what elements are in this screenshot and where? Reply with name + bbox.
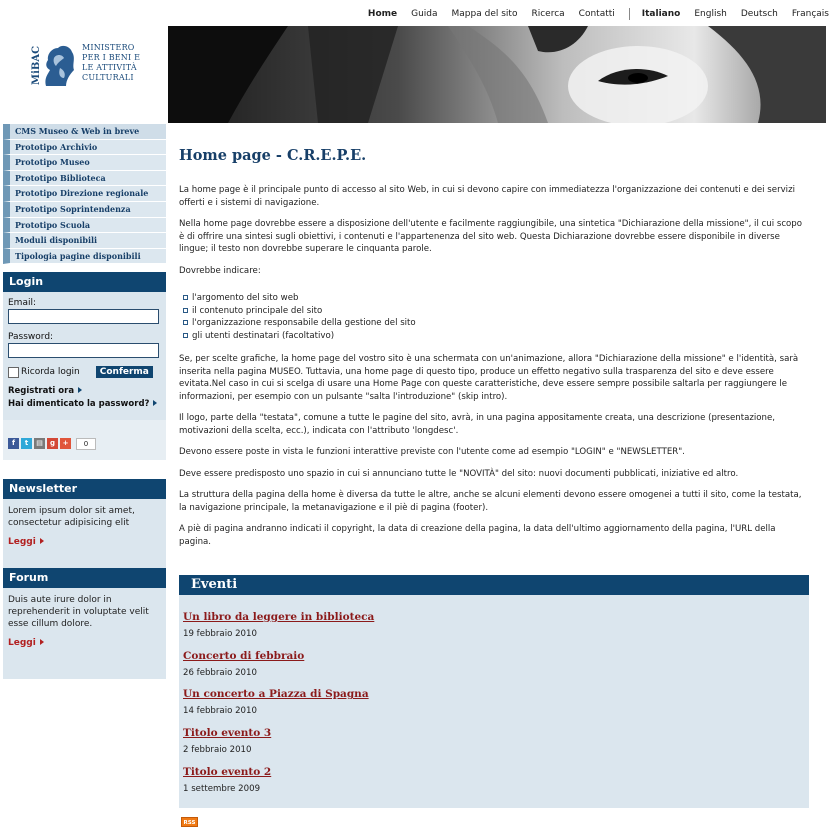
indicate-list <box>179 292 809 342</box>
sidebar-item-scuola[interactable]: Prototipo Scuola <box>3 218 166 234</box>
email-label: Email: <box>8 298 37 308</box>
events-title: Eventi <box>179 575 809 595</box>
sidebar-item-soprintendenza[interactable]: Prototipo Soprintendenza <box>3 202 166 218</box>
event-date: 19 febbraio 2010 <box>183 629 257 639</box>
event-item <box>183 611 809 650</box>
top-navigation <box>168 0 833 26</box>
login-box <box>3 272 166 432</box>
paragraph-structure: La struttura della pagina della home è diversa da tutte le altre, anche se alcuni elementi devono essere omogenei a tutti il sito, come la testata, la navigazione principale, la metanavigazione e il piè di pagina (footer). <box>179 490 802 513</box>
newsletter-text: Lorem ipsum dolor sit amet, consectetur adipisicing elit <box>8 506 135 528</box>
event-date: 26 febbraio 2010 <box>183 667 257 678</box>
event-date: 2 febbraio 2010 <box>183 745 252 756</box>
main-content <box>179 147 809 557</box>
email-field[interactable] <box>8 309 159 324</box>
list-item: l'argomento del sito web <box>179 292 809 305</box>
forgot-password-link[interactable]: Hai dimenticato la password? <box>8 399 161 409</box>
remember-checkbox[interactable] <box>8 367 19 378</box>
paragraph-interactive: Devono essere poste in vista le funzioni interattive previste con l'utente come ad esempio "LOGIN" e "NEWSLETTER". <box>179 447 685 457</box>
paragraph-indicate: Dovrebbe indicare: <box>179 265 261 276</box>
event-item <box>183 766 809 805</box>
paragraph-animation: Se, per scelte grafiche, la home page del vostro sito è una schermata con un'animazione, allora "Dichiarazione della missione" e l'identità, sarà inserita nella pagina MUSEO. Tuttavia, una home page di questo tipo, produce un effetto negativo sulla trasparenza del sito e deve essere evitata.Nel caso in cui si scelga di usare una Home Page con queste caratteristiche, deve essere sempre possibile saltarla per raggiungere le informazioni, per esempio con un pulsante "salta l'introduzione" (skip intro). <box>179 354 799 402</box>
newsletter-title: Newsletter <box>3 479 166 499</box>
paragraph-footer: A piè di pagina andranno indicati il copyright, la data di creazione della pagina, la data dell'ultimo aggiornamento della pagina, l'URL della pagina. <box>179 524 776 547</box>
nav-divider <box>629 8 630 20</box>
sidebar-menu <box>3 124 166 264</box>
list-item: l'organizzazione responsabile della gestione del sito <box>179 317 809 330</box>
paragraph-mission: Nella home page dovrebbe essere a disposizione dell'utente e facilmente raggiungibile, una sintetica "Dichiarazione della missione", il cui scopo è di offrire una sintesi sugli obiettivi, i contenuti e l'appartenenza del sito web. Questa Dichiarazione dovrebbe essere disponibile in diverse lingue; il testo non dovrebbe superare le cinquanta parole. <box>179 219 803 254</box>
sidebar-item-tipologia[interactable]: Tipologia pagine disponibili <box>3 249 166 265</box>
sidebar-item-museo[interactable]: Prototipo Museo <box>3 155 166 171</box>
paragraph-news: Deve essere predisposto uno spazio in cui si annunciano tutte le "NOVITÀ" del sito: nuovi documenti pubblicati, iniziative ed altro. <box>179 468 739 479</box>
mibac-logo-icon <box>30 40 76 88</box>
confirm-button[interactable]: Conferma <box>96 366 153 378</box>
arrow-right-icon <box>40 639 44 645</box>
list-item: il contenuto principale del sito <box>179 305 809 318</box>
arrow-right-icon <box>40 538 44 544</box>
square-bullet-icon <box>183 308 188 313</box>
event-title-link[interactable]: Titolo evento 3 <box>183 727 272 740</box>
header-banner-image <box>168 26 826 123</box>
event-item <box>183 650 809 689</box>
lang-deutsch-link[interactable]: Deutsch <box>740 9 778 19</box>
forum-title: Forum <box>3 568 166 588</box>
nav-contacts-link[interactable]: Contatti <box>578 9 615 19</box>
event-item <box>183 688 809 727</box>
password-field[interactable] <box>8 343 159 358</box>
lang-francais-link[interactable]: Français <box>791 9 829 19</box>
nav-search-link[interactable]: Ricerca <box>531 9 565 19</box>
newsletter-box <box>3 479 166 576</box>
event-title-link[interactable]: Concerto di febbraio <box>183 649 305 662</box>
sidebar-item-archivio[interactable]: Prototipo Archivio <box>3 140 166 156</box>
forum-box <box>3 568 166 679</box>
paragraph-intro: La home page è il principale punto di accesso al sito Web, in cui si devono capire con immediatezza l'organizzazione dei contenuti e dei servizi offerti e i sistemi di navigazione. <box>179 185 795 208</box>
event-date: 1 settembre 2009 <box>183 783 261 794</box>
event-title-link[interactable]: Un libro da leggere in biblioteca <box>183 611 375 623</box>
sidebar-item-biblioteca[interactable]: Prototipo Biblioteca <box>3 171 166 187</box>
google-plus-icon[interactable]: g <box>47 438 58 449</box>
logo-text: MINISTERO PER I BENI E LE ATTIVITÀ CULTURALI <box>82 43 141 82</box>
remember-label: Ricorda login <box>21 367 80 377</box>
share-count: 0 <box>76 438 96 450</box>
nav-guida-link[interactable]: Guida <box>411 9 438 19</box>
arrow-right-icon <box>153 400 157 406</box>
logo-mark-text: MiBAC <box>31 45 42 85</box>
password-label: Password: <box>8 332 54 342</box>
sidebar-item-cms[interactable]: CMS Museo & Web in breve <box>3 124 166 140</box>
sidebar-item-moduli[interactable]: Moduli disponibili <box>3 233 166 249</box>
login-title: Login <box>3 272 166 292</box>
rss-icon[interactable]: RSS <box>181 817 198 827</box>
forum-read-link[interactable]: Leggi <box>8 638 161 648</box>
event-item <box>183 727 809 766</box>
arrow-right-icon <box>78 387 82 393</box>
event-title-link[interactable]: Un concerto a Piazza di Spagna <box>183 688 369 701</box>
list-item: gli utenti destinatari (facoltativo) <box>179 330 809 343</box>
plus-icon[interactable]: + <box>60 438 71 449</box>
forum-text: Duis aute irure dolor in reprehenderit in voluptate velit esse cillum dolore. <box>8 595 149 629</box>
lang-english-link[interactable]: English <box>694 9 727 19</box>
events-box <box>179 575 809 808</box>
paragraph-logo: Il logo, parte della "testata", comune a tutte le pagine del sito, avrà, in una pagina appositamente creata, una descrizione (presentazione, motivazioni della scelta, ecc.), indicata con l'attributo 'longdesc'. <box>179 413 776 436</box>
event-date: 14 febbraio 2010 <box>183 706 257 717</box>
square-bullet-icon <box>183 333 188 338</box>
social-share-bar <box>3 420 166 460</box>
page-title: Home page - C.R.E.P.E. <box>179 147 367 164</box>
facebook-icon[interactable]: f <box>8 438 19 449</box>
twitter-icon[interactable]: t <box>21 438 32 449</box>
lang-italiano-link[interactable]: Italiano <box>641 9 681 19</box>
nav-sitemap-link[interactable]: Mappa del sito <box>451 9 518 19</box>
register-link[interactable]: Registrati ora <box>8 386 161 396</box>
ministry-logo[interactable] <box>30 40 155 92</box>
newsletter-read-link[interactable]: Leggi <box>8 537 161 547</box>
nav-home-link[interactable]: Home <box>367 9 398 19</box>
square-bullet-icon <box>183 295 188 300</box>
sidebar-item-direzione[interactable]: Prototipo Direzione regionale <box>3 186 166 202</box>
square-bullet-icon <box>183 320 188 325</box>
print-icon[interactable]: ▤ <box>34 438 45 449</box>
event-title-link[interactable]: Titolo evento 2 <box>183 765 272 778</box>
